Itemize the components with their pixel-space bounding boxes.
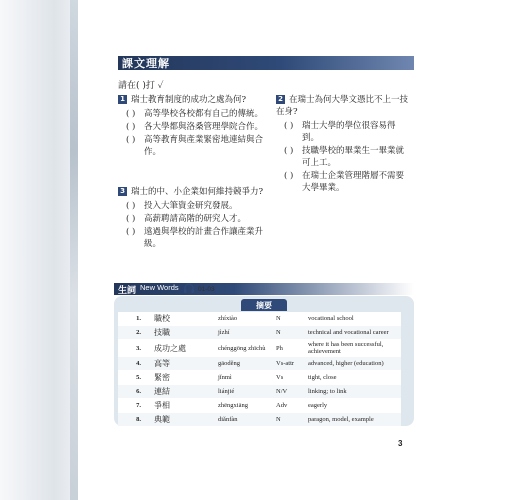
option-text: 高等教育與產業緊密地連結與合作。	[144, 135, 264, 157]
word-pinyin: jǐnmì	[215, 371, 273, 385]
word-pinyin: jìzhí	[215, 326, 273, 340]
word-characters: 連結	[144, 385, 215, 399]
table-row	[118, 371, 401, 385]
word-pos: Vs	[273, 371, 305, 385]
checkbox-paren[interactable]: ( )	[126, 201, 136, 211]
option-text: 高等學校各校都有自己的傳統。	[144, 109, 264, 119]
word-characters: 爭相	[144, 399, 215, 413]
word-pinyin: liánjié	[215, 385, 273, 399]
word-definition: advanced, higher (education)	[305, 357, 401, 371]
word-definition: where it has been successful, achievement	[305, 340, 401, 357]
word-pos: Adv	[273, 399, 305, 413]
question-1	[118, 94, 266, 159]
question-text: 瑞士教育制度的成功之處為何?	[131, 95, 247, 105]
word-definition: paragon, model, example	[305, 413, 401, 427]
table-row	[118, 385, 401, 399]
checkbox-paren[interactable]: ( )	[126, 227, 136, 237]
options-list	[118, 108, 266, 158]
word-characters: 高等	[144, 357, 215, 371]
option[interactable]	[118, 226, 266, 250]
checkbox-paren[interactable]: ( )	[126, 109, 136, 119]
option-text: 瑞士大學的學位很容易得到。	[302, 121, 396, 143]
question-number: 3	[118, 187, 127, 196]
decorative-streak	[70, 0, 78, 500]
option[interactable]	[118, 121, 266, 133]
question-number: 1	[118, 95, 127, 104]
word-pos: N	[273, 413, 305, 427]
word-pos: Ph	[273, 340, 305, 357]
option-text: 遠過與學校的計畫合作讓產業升級。	[144, 227, 264, 249]
word-characters: 技職	[144, 326, 215, 340]
question-2	[276, 94, 412, 195]
word-number: 2.	[118, 326, 144, 340]
word-pos: Vs-attr	[273, 357, 305, 371]
option-text: 高薪聘請高階的研究人才。	[144, 214, 247, 224]
option[interactable]	[276, 120, 412, 144]
word-number: 1.	[118, 312, 144, 326]
new-words-english: New Words	[140, 283, 179, 292]
word-number: 4.	[118, 357, 144, 371]
page-number: 3	[398, 439, 403, 448]
word-number: 6.	[118, 385, 144, 399]
option-text: 在瑞士企業管理階層不需要大學畢業。	[302, 171, 405, 193]
word-definition: linking; to link	[305, 385, 401, 399]
word-definition: technical and vocational career	[305, 326, 401, 340]
table-row	[118, 413, 401, 427]
vocabulary-table	[118, 312, 401, 427]
table-row	[118, 399, 401, 413]
word-characters: 職校	[144, 312, 215, 326]
word-number: 8.	[118, 413, 144, 427]
word-pos: N	[273, 312, 305, 326]
word-characters: 成功之處	[144, 340, 215, 357]
word-definition: tight, close	[305, 371, 401, 385]
word-number: 5.	[118, 371, 144, 385]
new-words-title: 生詞	[118, 286, 137, 296]
option-text: 投入大筆資金研究發展。	[144, 201, 238, 211]
headphone-icon[interactable]	[183, 282, 195, 294]
options-list	[118, 200, 266, 250]
checkbox-paren[interactable]: ( )	[284, 146, 294, 156]
checkbox-paren[interactable]: ( )	[126, 135, 136, 145]
section-title: 課文理解	[122, 57, 170, 70]
word-number: 3.	[118, 340, 144, 357]
option[interactable]	[276, 145, 412, 169]
options-list	[276, 120, 412, 194]
table-row	[118, 312, 401, 326]
table-row	[118, 326, 401, 340]
word-pos: N	[273, 326, 305, 340]
checkbox-paren[interactable]: ( )	[126, 214, 136, 224]
word-pinyin: gāoděng	[215, 357, 273, 371]
question-text: 瑞士的中、小企業如何維持競爭力?	[131, 187, 264, 197]
option[interactable]	[118, 213, 266, 225]
word-pinyin: diǎnfàn	[215, 413, 273, 427]
instruction: 請在( )打 ✓	[118, 81, 164, 91]
word-definition: vocational school	[305, 312, 401, 326]
decorative-left-strip	[0, 0, 78, 500]
question-number: 2	[276, 95, 285, 104]
option[interactable]	[276, 170, 412, 194]
question-text: 在瑞士為何大學文憑比不上一技在身?	[276, 95, 409, 117]
word-number: 7.	[118, 399, 144, 413]
word-characters: 緊密	[144, 371, 215, 385]
option[interactable]	[118, 200, 266, 212]
word-characters: 典範	[144, 413, 215, 427]
option-text: 技職學校的畢業生一畢業就可上工。	[302, 146, 405, 168]
word-pinyin: chénggōng zhīchù	[215, 340, 273, 357]
audio-track-number: 01-03	[198, 286, 215, 293]
word-definition: eagerly	[305, 399, 401, 413]
word-pinyin: zhíxiào	[215, 312, 273, 326]
question-3	[118, 186, 266, 251]
vocabulary-tab: 摘要	[241, 299, 287, 311]
table-row	[118, 340, 401, 357]
checkbox-paren[interactable]: ( )	[284, 171, 294, 181]
checkbox-paren[interactable]: ( )	[284, 121, 294, 131]
word-pos: N/V	[273, 385, 305, 399]
checkbox-paren[interactable]: ( )	[126, 122, 136, 132]
option[interactable]	[118, 108, 266, 120]
table-row	[118, 357, 401, 371]
option[interactable]	[118, 134, 266, 158]
word-pinyin: zhēngxiāng	[215, 399, 273, 413]
option-text: 各大學都與洛桑管理學院合作。	[144, 122, 264, 132]
